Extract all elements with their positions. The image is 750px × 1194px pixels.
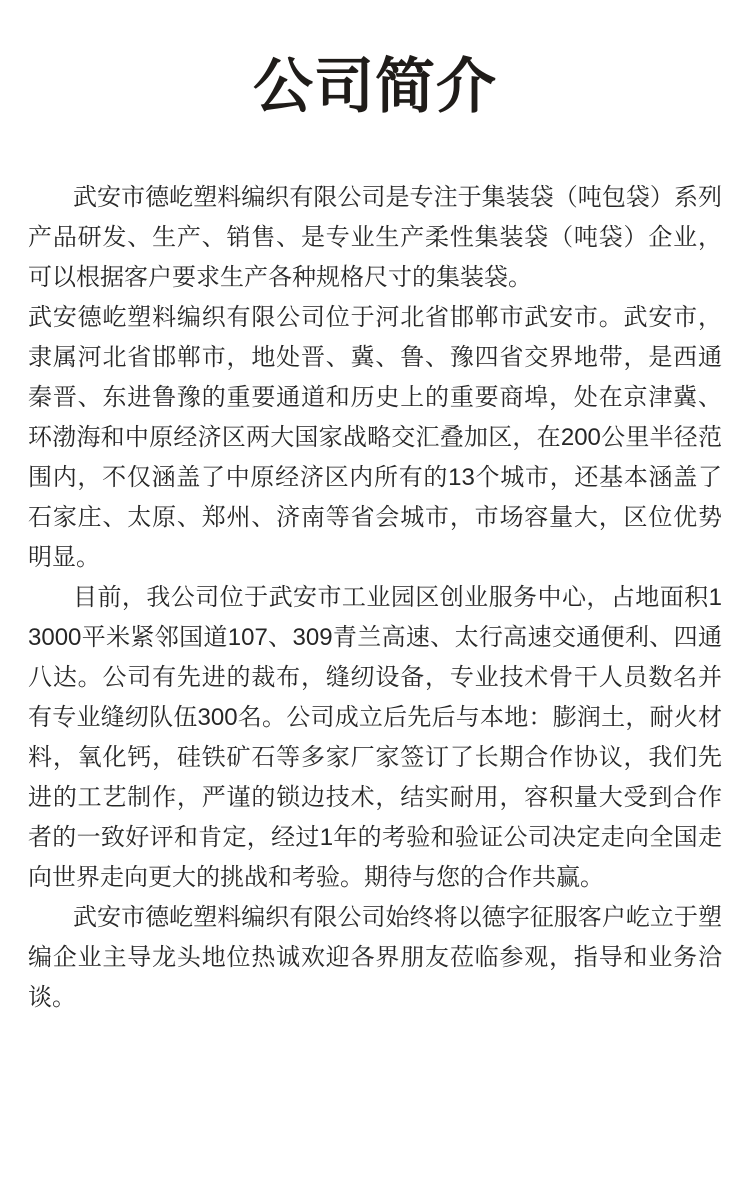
closing-paragraph: 武安市德屹塑料编织有限公司始终将以德字征服客户屹立于塑编企业主导龙头地位热诚欢迎各界朋友莅临参观，指导和业务洽谈。: [28, 904, 722, 1011]
company-profile-body: [28, 178, 722, 1018]
location-paragraph: 武安德屹塑料编织有限公司位于河北省邯郸市武安市。武安市，隶属河北省邯郸市，地处晋、冀、鲁、豫四省交界地带，是西通秦晋、东进鲁豫的重要通道和历史上的重要商埠，处在京津冀、环渤海和中原经济区两大国家战略交汇叠加区，在200公里半径范围内，不仅涵盖了中原经济区内所有的13个城市，还基本涵盖了石家庄、太原、郑州、济南等省会城市，市场容量大，区位优势明显。: [28, 304, 722, 571]
facilities-paragraph: 目前，我公司位于武安市工业园区创业服务中心，占地面积13000平米紧邻国道107、309青兰高速、太行高速交通便利、四通八达。公司有先进的裁布，缝纫设备，专业技术骨干人员数名并有专业缝纫队伍300名。公司成立后先后与本地：膨润土，耐火材料，氧化钙，硅铁矿石等多家厂家签订了长期合作协议，我们先进的工艺制作，严谨的锁边技术，结实耐用，容积量大受到合作者的一致好评和肯定，经过1年的考验和验证公司决定走向全国走向世界走向更大的挑战和考验。期待与您的合作共赢。: [28, 584, 722, 891]
intro-paragraph: 武安市德屹塑料编织有限公司是专注于集装袋（吨包袋）系列产品研发、生产、销售、是专业生产柔性集装袋（吨袋）企业，可以根据客户要求生产各种规格尺寸的集装袋。: [28, 184, 722, 291]
page-title: 公司简介: [253, 53, 497, 120]
